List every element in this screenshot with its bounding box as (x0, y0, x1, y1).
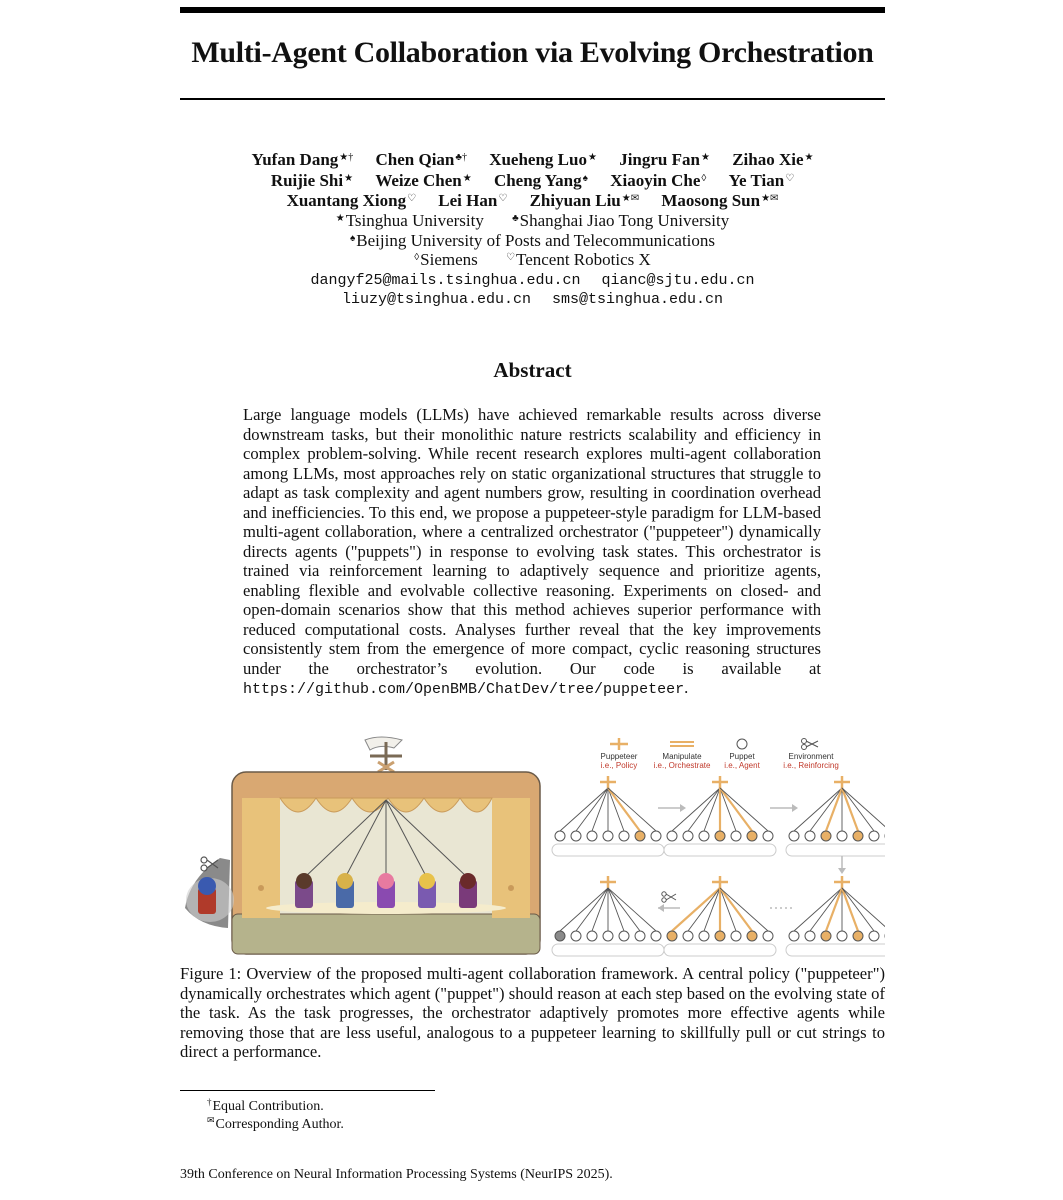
control-string (842, 788, 874, 831)
puppet-node (715, 931, 725, 941)
author: Jingru Fan★ (619, 150, 710, 169)
author: Ye Tian♡ (728, 171, 795, 190)
title-rule-top (180, 7, 885, 13)
affiliation: ★Tsinghua University (335, 211, 484, 230)
puppet-node (731, 931, 741, 941)
control-string (672, 788, 720, 831)
scissors-icon (662, 892, 676, 902)
affiliation-line-1 (180, 211, 885, 231)
control-string (810, 888, 842, 931)
panel-base (786, 844, 885, 856)
puppet-node (667, 831, 677, 841)
control-string (842, 888, 885, 931)
puppet-node (837, 931, 847, 941)
affiliation: ♠Beijing University of Posts and Telecommunications (349, 231, 716, 250)
code-link[interactable]: https://github.com/OpenBMB/ChatDev/tree/puppeteer (243, 681, 685, 698)
puppet-node (619, 831, 629, 841)
puppet-node (571, 831, 581, 841)
orchestration-evolution-panels (552, 776, 885, 956)
affiliation: ◊Siemens (414, 250, 478, 269)
puppet-agent-icon (377, 873, 395, 908)
author: Weize Chen★ (375, 171, 472, 190)
puppet-node (555, 931, 565, 941)
control-string (842, 788, 858, 831)
panel-base (552, 944, 664, 956)
control-string (688, 788, 720, 831)
puppet-node (853, 831, 863, 841)
figure-1 (180, 728, 885, 960)
puppet-node (821, 931, 831, 941)
control-string (608, 788, 640, 831)
legend-sublabel: i.e., Reinforcing (783, 761, 839, 770)
arrow-right-icon (658, 804, 686, 812)
footnote: ✉Corresponding Author. (207, 1115, 344, 1132)
puppet-node (619, 931, 629, 941)
orchestration-panel (552, 876, 664, 956)
puppet-node (603, 931, 613, 941)
figure-caption: Figure 1: Overview of the proposed multi-agent collaboration framework. A central policy ("puppeteer") dynamically orchestrates which agent ("puppet") should reason at each step based on the evolving state of the task. As the task progresses, the orchestrator adaptively promotes more effective agents while removing those that are less useful, analogous to a puppeteer learning to skillfully pull or cut strings to direct a performance. (180, 964, 885, 1061)
puppet-node (635, 831, 645, 841)
affiliation-line-3 (180, 250, 885, 270)
legend-environment (783, 739, 839, 771)
conference-footer: 39th Conference on Neural Information Processing Systems (NeurIPS 2025). (180, 1167, 613, 1182)
puppet-node (805, 831, 815, 841)
author: Cheng Yang♠ (493, 171, 588, 190)
arrow-down-icon (838, 856, 846, 874)
control-string (704, 788, 720, 831)
orchestration-panel (552, 776, 664, 856)
control-string (608, 888, 640, 931)
puppet-node (651, 831, 661, 841)
control-string (688, 888, 720, 931)
email: qianc@sjtu.edu.cn (601, 272, 755, 289)
puppet-node (837, 831, 847, 841)
puppet-node (587, 831, 597, 841)
author: Zhiyuan Liu★✉ (529, 191, 640, 210)
puppet-node (763, 831, 773, 841)
footnote-rule (180, 1090, 435, 1091)
puppet-node (715, 831, 725, 841)
control-string (608, 788, 656, 831)
puppet-node (789, 831, 799, 841)
puppet-agent-icon (459, 873, 477, 908)
orchestration-panel (664, 776, 776, 856)
author: Xueheng Luo★ (489, 150, 597, 169)
email-line-1 (180, 272, 885, 289)
control-string (720, 788, 768, 831)
panel-base (664, 944, 776, 956)
author: Yufan Dang★† (251, 150, 354, 169)
author: Xuantang Xiong♡ (286, 191, 417, 210)
scissors-icon (802, 739, 819, 750)
arrow-right-icon (770, 804, 798, 812)
puppet-node (853, 931, 863, 941)
puppet-node (731, 831, 741, 841)
legend-sublabel: i.e., Agent (724, 761, 760, 770)
control-string (560, 888, 608, 931)
legend-puppeteer (601, 738, 638, 770)
legend-label: Puppeteer (600, 752, 638, 761)
puppet-node (699, 931, 709, 941)
puppet-node (603, 831, 613, 841)
environment-character-icon (185, 858, 234, 928)
control-string (608, 788, 624, 831)
email: dangyf25@mails.tsinghua.edu.cn (310, 272, 581, 289)
figure-legend (601, 738, 839, 770)
control-string (720, 788, 736, 831)
abstract-body (243, 405, 821, 700)
puppet-node (699, 831, 709, 841)
panel-base (552, 844, 664, 856)
legend-label: Environment (788, 752, 834, 761)
puppet-node (555, 831, 565, 841)
author: Lei Han♡ (438, 191, 508, 210)
control-string (810, 788, 842, 831)
email: liuzy@tsinghua.edu.cn (341, 291, 531, 308)
control-string (592, 888, 608, 931)
puppet-agent-icon (418, 873, 436, 908)
puppet-node (789, 931, 799, 941)
legend-sublabel: i.e., Orchestrate (653, 761, 711, 770)
control-string (826, 888, 842, 931)
author-line-3 (180, 191, 885, 211)
affiliation: ♡Tencent Robotics X (506, 250, 651, 269)
puppet-node (683, 831, 693, 841)
puppet-node (651, 931, 661, 941)
author: Ruijie Shi★ (270, 171, 354, 190)
orchestration-panel (786, 876, 885, 956)
puppet-node (869, 831, 879, 841)
control-string (842, 888, 858, 931)
email-line-2 (180, 291, 885, 308)
legend-manipulate (654, 742, 711, 770)
author: Chen Qian♣† (375, 150, 467, 169)
figure-1-illustration (180, 728, 885, 960)
affiliation-line-2 (180, 231, 885, 251)
email: sms@tsinghua.edu.cn (552, 291, 724, 308)
control-string (720, 788, 752, 831)
orchestration-panel (786, 776, 885, 856)
puppet-agent-icon (295, 873, 313, 908)
control-string (608, 888, 624, 931)
puppeteer-hand-icon (365, 737, 402, 772)
arrow-left-icon (658, 904, 680, 912)
legend-puppet (724, 739, 760, 770)
orchestration-panel (664, 876, 776, 956)
panel-base (786, 944, 885, 956)
control-string (720, 888, 768, 931)
puppet-node (747, 931, 757, 941)
control-string (842, 788, 885, 831)
puppet-node (635, 931, 645, 941)
abstract-text: Large language models (LLMs) have achieved remarkable results across diverse downstream tasks, but their monolithic nature restricts scalability and efficiency in complex problem-solving. While recent research explores multi-agent collaboration among LLMs, most approaches rely on static organizational structures that struggle to adapt as task complexity and agent numbers grow, resulting in coordination overhead and inefficiencies. To this end, we propose a puppeteer-style paradigm for LLM-based multi-agent collaboration, where a centralized orchestrator ("puppeteer") dynamically directs agents ("puppets") in response to evolving task states. This orchestrator is trained via reinforcement learning to adaptively sequence and prioritize agents, enabling flexible and evolvable collective reasoning. Experiments on closed- and open-domain scenarios show that this method achieves superior performance with reduced computational costs. Analyses further reveal that the key improvements consistently stem from the emergence of more compact, cyclic reasoning structures under the orchestrator’s evolution. Our code is available at (243, 405, 821, 678)
author: Zihao Xie★ (732, 150, 814, 169)
control-string (826, 788, 842, 831)
legend-sublabel: i.e., Policy (600, 761, 638, 770)
paper-title: Multi-Agent Collaboration via Evolving Orchestration (191, 36, 874, 69)
author-line-2 (180, 171, 885, 191)
author: Xiaoyin Che◊ (610, 171, 707, 190)
puppet-agent-icon (336, 873, 354, 908)
control-string (576, 788, 608, 831)
panel-base (664, 844, 776, 856)
puppet-node (683, 931, 693, 941)
puppet-node (587, 931, 597, 941)
control-string (608, 888, 656, 931)
control-string (842, 888, 874, 931)
legend-label: Manipulate (662, 752, 702, 761)
puppet-node (667, 931, 677, 941)
puppet-node (571, 931, 581, 941)
control-string (672, 888, 720, 931)
control-string (560, 788, 608, 831)
control-string (592, 788, 608, 831)
footnote: †Equal Contribution. (207, 1097, 324, 1114)
puppet-node (869, 931, 879, 941)
puppet-node (821, 831, 831, 841)
affiliation: ♣Shanghai Jiao Tong University (512, 211, 730, 230)
puppet-node (747, 831, 757, 841)
control-string (576, 888, 608, 931)
author-line-1 (180, 150, 885, 170)
legend-label: Puppet (729, 752, 755, 761)
puppet-node (763, 931, 773, 941)
author: Maosong Sun★✉ (661, 191, 779, 210)
abstract-heading: Abstract (493, 358, 572, 382)
abstract-end: . (684, 678, 689, 697)
control-string (720, 888, 736, 931)
title-rule-bottom (180, 98, 885, 100)
puppet-node (805, 931, 815, 941)
control-string (720, 888, 752, 931)
